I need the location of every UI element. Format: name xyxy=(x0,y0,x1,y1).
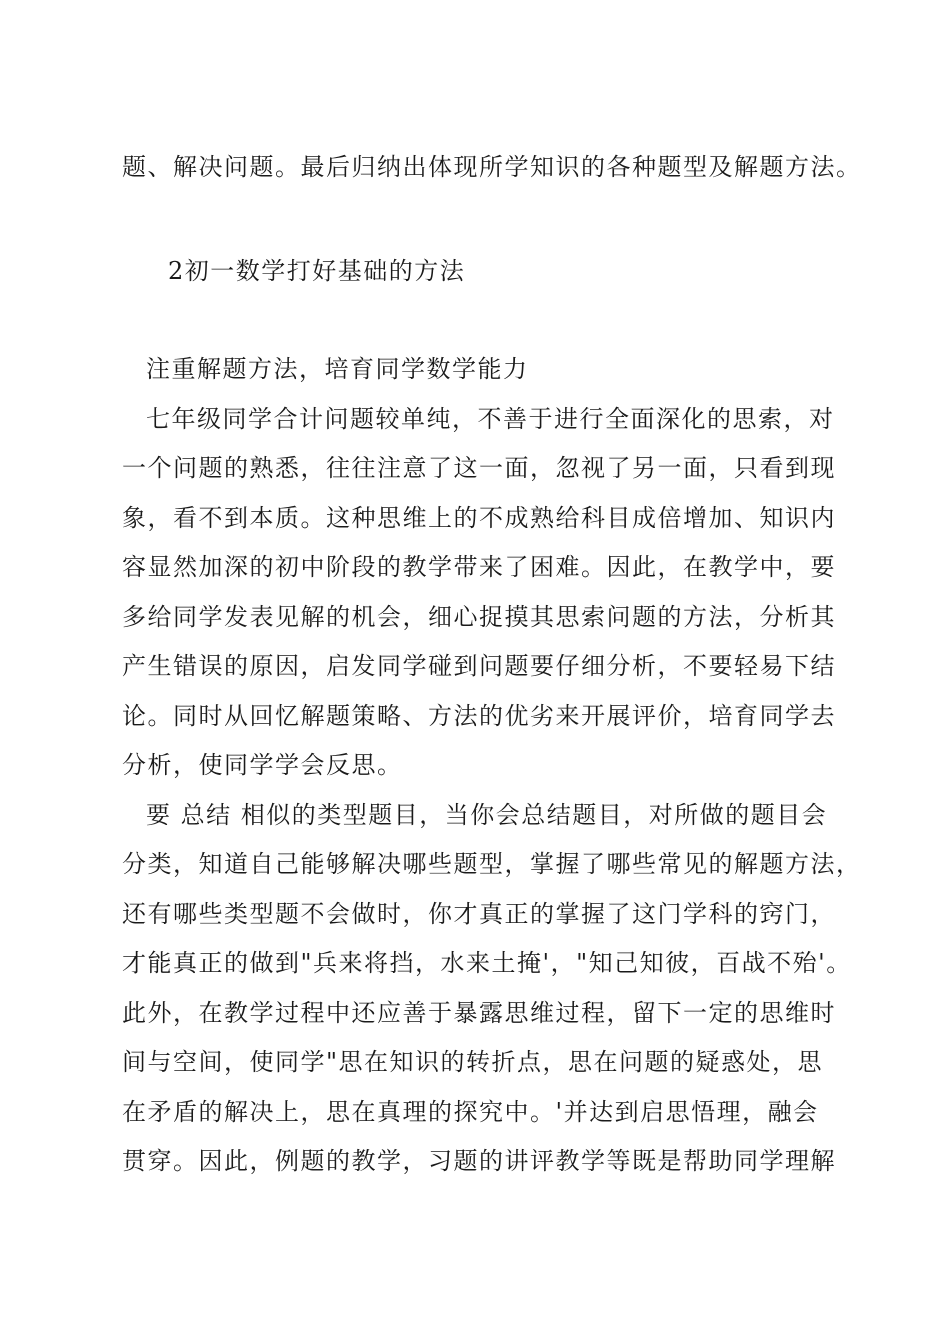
paragraph-line: 间与空间，使同学"思在知识的转折点，思在问题的疑惑处，思 xyxy=(122,1048,824,1076)
paragraph-line: 还有哪些类型题不会做时，你才真正的掌握了这门学科的窍门， xyxy=(122,900,836,928)
paragraph-line: 题、解决问题。最后归纳出体现所学知识的各种题型及解题方法。 xyxy=(122,153,862,181)
paragraph-line: 此外，在教学过程中还应善于暴露思维过程，留下一定的思维时 xyxy=(122,999,836,1027)
paragraph-line: 多给同学发表见解的机会，细心捉摸其思索问题的方法，分析其 xyxy=(122,603,836,631)
paragraph-line: 分析，使同学学会反思。 xyxy=(122,751,403,779)
paragraph-line: 七年级同学合计问题较单纯，不善于进行全面深化的思索，对 xyxy=(146,405,835,433)
section-heading: 2初一数学打好基础的方法 xyxy=(168,257,466,285)
paragraph-line: 产生错误的原因，启发同学碰到问题要仔细分析，不要轻易下结 xyxy=(122,652,836,680)
paragraph-line: 在矛盾的解决上，思在真理的探究中。'并达到启思悟理，融会 xyxy=(122,1098,819,1126)
paragraph-line: 象，看不到本质。这种思维上的不成熟给科目成倍增加、知识内 xyxy=(122,504,836,532)
paragraph-line: 贯穿。因此，例题的教学，习题的讲评教学等既是帮助同学理解 xyxy=(122,1147,836,1175)
paragraph-line: 论。同时从回忆解题策略、方法的优劣来开展评价，培育同学去 xyxy=(122,702,836,730)
subheading: 注重解题方法，培育同学数学能力 xyxy=(146,355,529,383)
paragraph-line: 一个问题的熟悉，往往注意了这一面，忽视了另一面，只看到现 xyxy=(122,454,836,482)
paragraph-line: 才能真正的做到"兵来将挡，水来土掩'，"知己知彼，百战不殆'。 xyxy=(122,949,852,977)
paragraph-line: 容显然加深的初中阶段的教学带来了困难。因此，在教学中，要 xyxy=(122,553,836,581)
paragraph-line: 分类，知道自己能够解决哪些题型，掌握了哪些常见的解题方法， xyxy=(122,850,862,878)
paragraph-line: 要 总结 相似的类型题目，当你会总结题目，对所做的题目会 xyxy=(146,801,828,829)
